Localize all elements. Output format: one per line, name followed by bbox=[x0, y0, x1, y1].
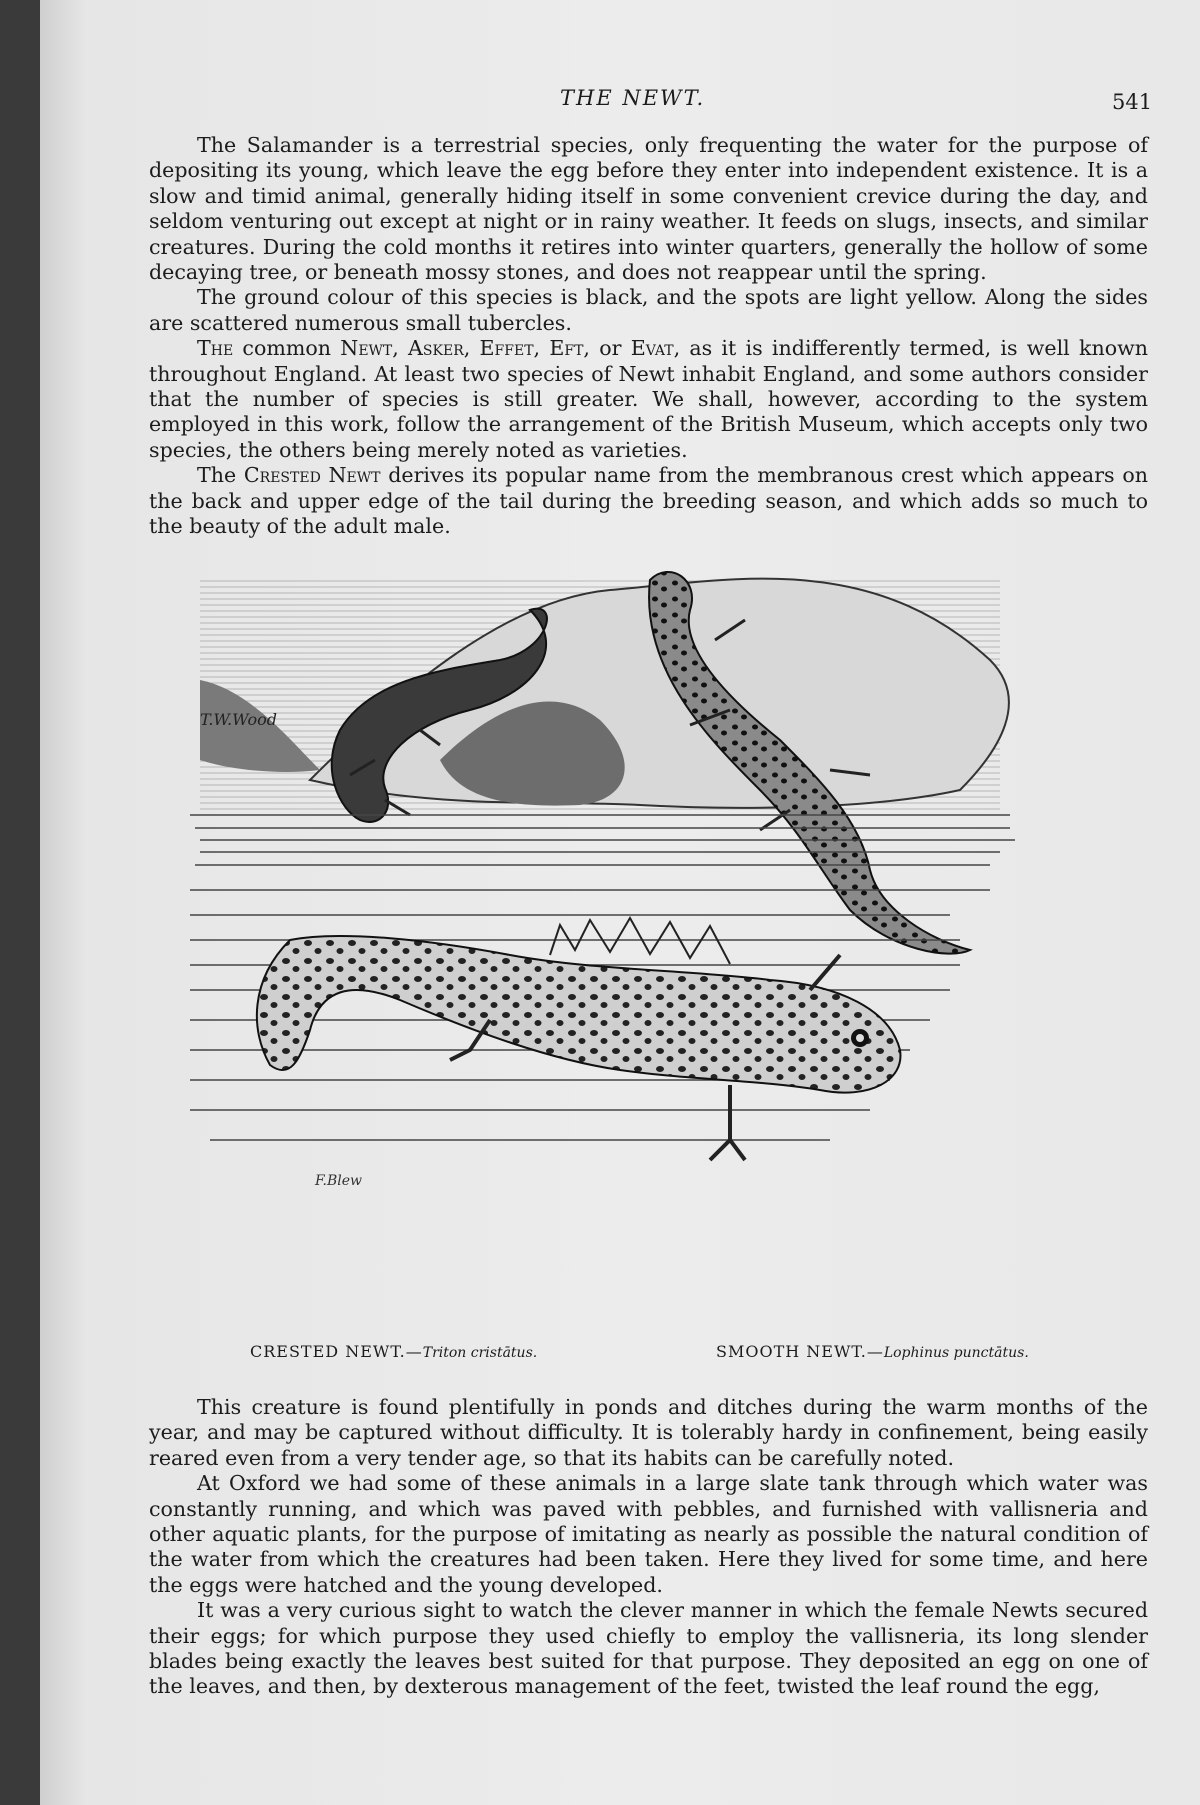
p3-asker: Asker bbox=[408, 336, 464, 361]
p3-the: The bbox=[197, 336, 234, 361]
p3-or: , or bbox=[583, 336, 631, 361]
caption-right-latin: Lophinus punctātus. bbox=[883, 1345, 1029, 1361]
caption-right-dash: — bbox=[866, 1342, 884, 1361]
caption-left-common: CRESTED NEWT. bbox=[250, 1342, 406, 1361]
book-page bbox=[40, 0, 1200, 1805]
p3-comma-2: , bbox=[463, 336, 480, 361]
artist-signature: T.W.Wood bbox=[200, 710, 278, 729]
engraving bbox=[170, 560, 1160, 1320]
caption-crested-newt bbox=[250, 1342, 537, 1361]
p4-rest: derives its popular name from the membranous crest which appears on the back and upper edge of the tail during the breeding season, and which adds so much to the beauty of the adult male. bbox=[149, 463, 1148, 539]
p4-crested-newt: Crested Newt bbox=[243, 463, 381, 488]
figure-captions bbox=[40, 1342, 1200, 1366]
caption-left-latin: Triton cristātus. bbox=[422, 1345, 538, 1361]
p3-newt: Newt bbox=[340, 336, 393, 361]
p3-eft: Eft bbox=[549, 336, 584, 361]
p3-comma-3: , bbox=[533, 336, 550, 361]
newt-illustration bbox=[170, 560, 1160, 1320]
running-title: THE NEWT. bbox=[560, 86, 706, 110]
page-header bbox=[40, 86, 1200, 116]
p3-rest: , as it is indifferently termed, is well known throughout England. At least two species of Newt inhabit England, and some authors consider that the number of species is still greater. We shall, however, according to the system employed in this work, follow the arrangement of the British Museum, which accepts only two species, the others being merely noted as varieties. bbox=[149, 336, 1149, 462]
page-number: 541 bbox=[1112, 90, 1153, 114]
paragraph-oxford-tank: At Oxford we had some of these animals in a large slate tank through which water was constantly running, and which was paved with pebbles, and furnished with vallisneria and other aquatic plants, for the purpose of imitating as nearly as possible the natural condition of the water from which the creatures had been taken. Here they lived for some time, and here the eggs were hatched and the young developed. bbox=[149, 1471, 1148, 1597]
caption-left-dash: — bbox=[405, 1342, 423, 1361]
p4-the: The bbox=[197, 463, 244, 488]
crested-newt-male bbox=[257, 918, 901, 1160]
paragraph-ground-colour: The ground colour of this species is black, and the spots are light yellow. Along the sides are scattered numerous small tubercles. bbox=[149, 285, 1148, 335]
p3-common: common bbox=[233, 336, 341, 361]
engraver-signature: F.Blew bbox=[315, 1173, 363, 1189]
paragraph-salamander: The Salamander is a terrestrial species, only frequenting the water for the purpose of depositing its young, which leave the egg before they enter into independent existence. It is a slow and timid animal, generally hiding itself in some convenient crevice during the day, and seldom venturing out except at night or in rainy weather. It feeds on slugs, insects, and similar creatures. During the cold months it retires into winter quarters, generally the hollow of some decaying tree, or beneath mossy stones, and does not reappear until the spring. bbox=[149, 133, 1148, 285]
p3-comma-1: , bbox=[392, 336, 409, 361]
upper-text bbox=[149, 133, 1148, 540]
paragraph-common-newt bbox=[149, 336, 1148, 463]
paragraph-crested-newt bbox=[149, 463, 1148, 539]
p3-effet: Effet bbox=[479, 336, 534, 361]
paragraph-habitat: This creature is found plentifully in ponds and ditches during the warm months of the year, and may be captured without difficulty. It is tolerably hardy in confinement, being easily reared even from a very tender age, so that its habits can be carefully noted. bbox=[149, 1395, 1148, 1470]
caption-smooth-newt bbox=[716, 1342, 1029, 1361]
lower-text bbox=[149, 1395, 1148, 1700]
p3-evat: Evat bbox=[630, 336, 674, 361]
caption-right-common: SMOOTH NEWT. bbox=[716, 1342, 867, 1361]
paragraph-eggs: It was a very curious sight to watch the clever manner in which the female Newts secured their eggs; for which purpose they used chiefly to employ the vallisneria, its long slender blades being exactly the leaves best suited for that purpose. They deposited an egg on one of the leaves, and then, by dexterous management of the feet, twisted the leaf round the egg, bbox=[149, 1598, 1148, 1699]
